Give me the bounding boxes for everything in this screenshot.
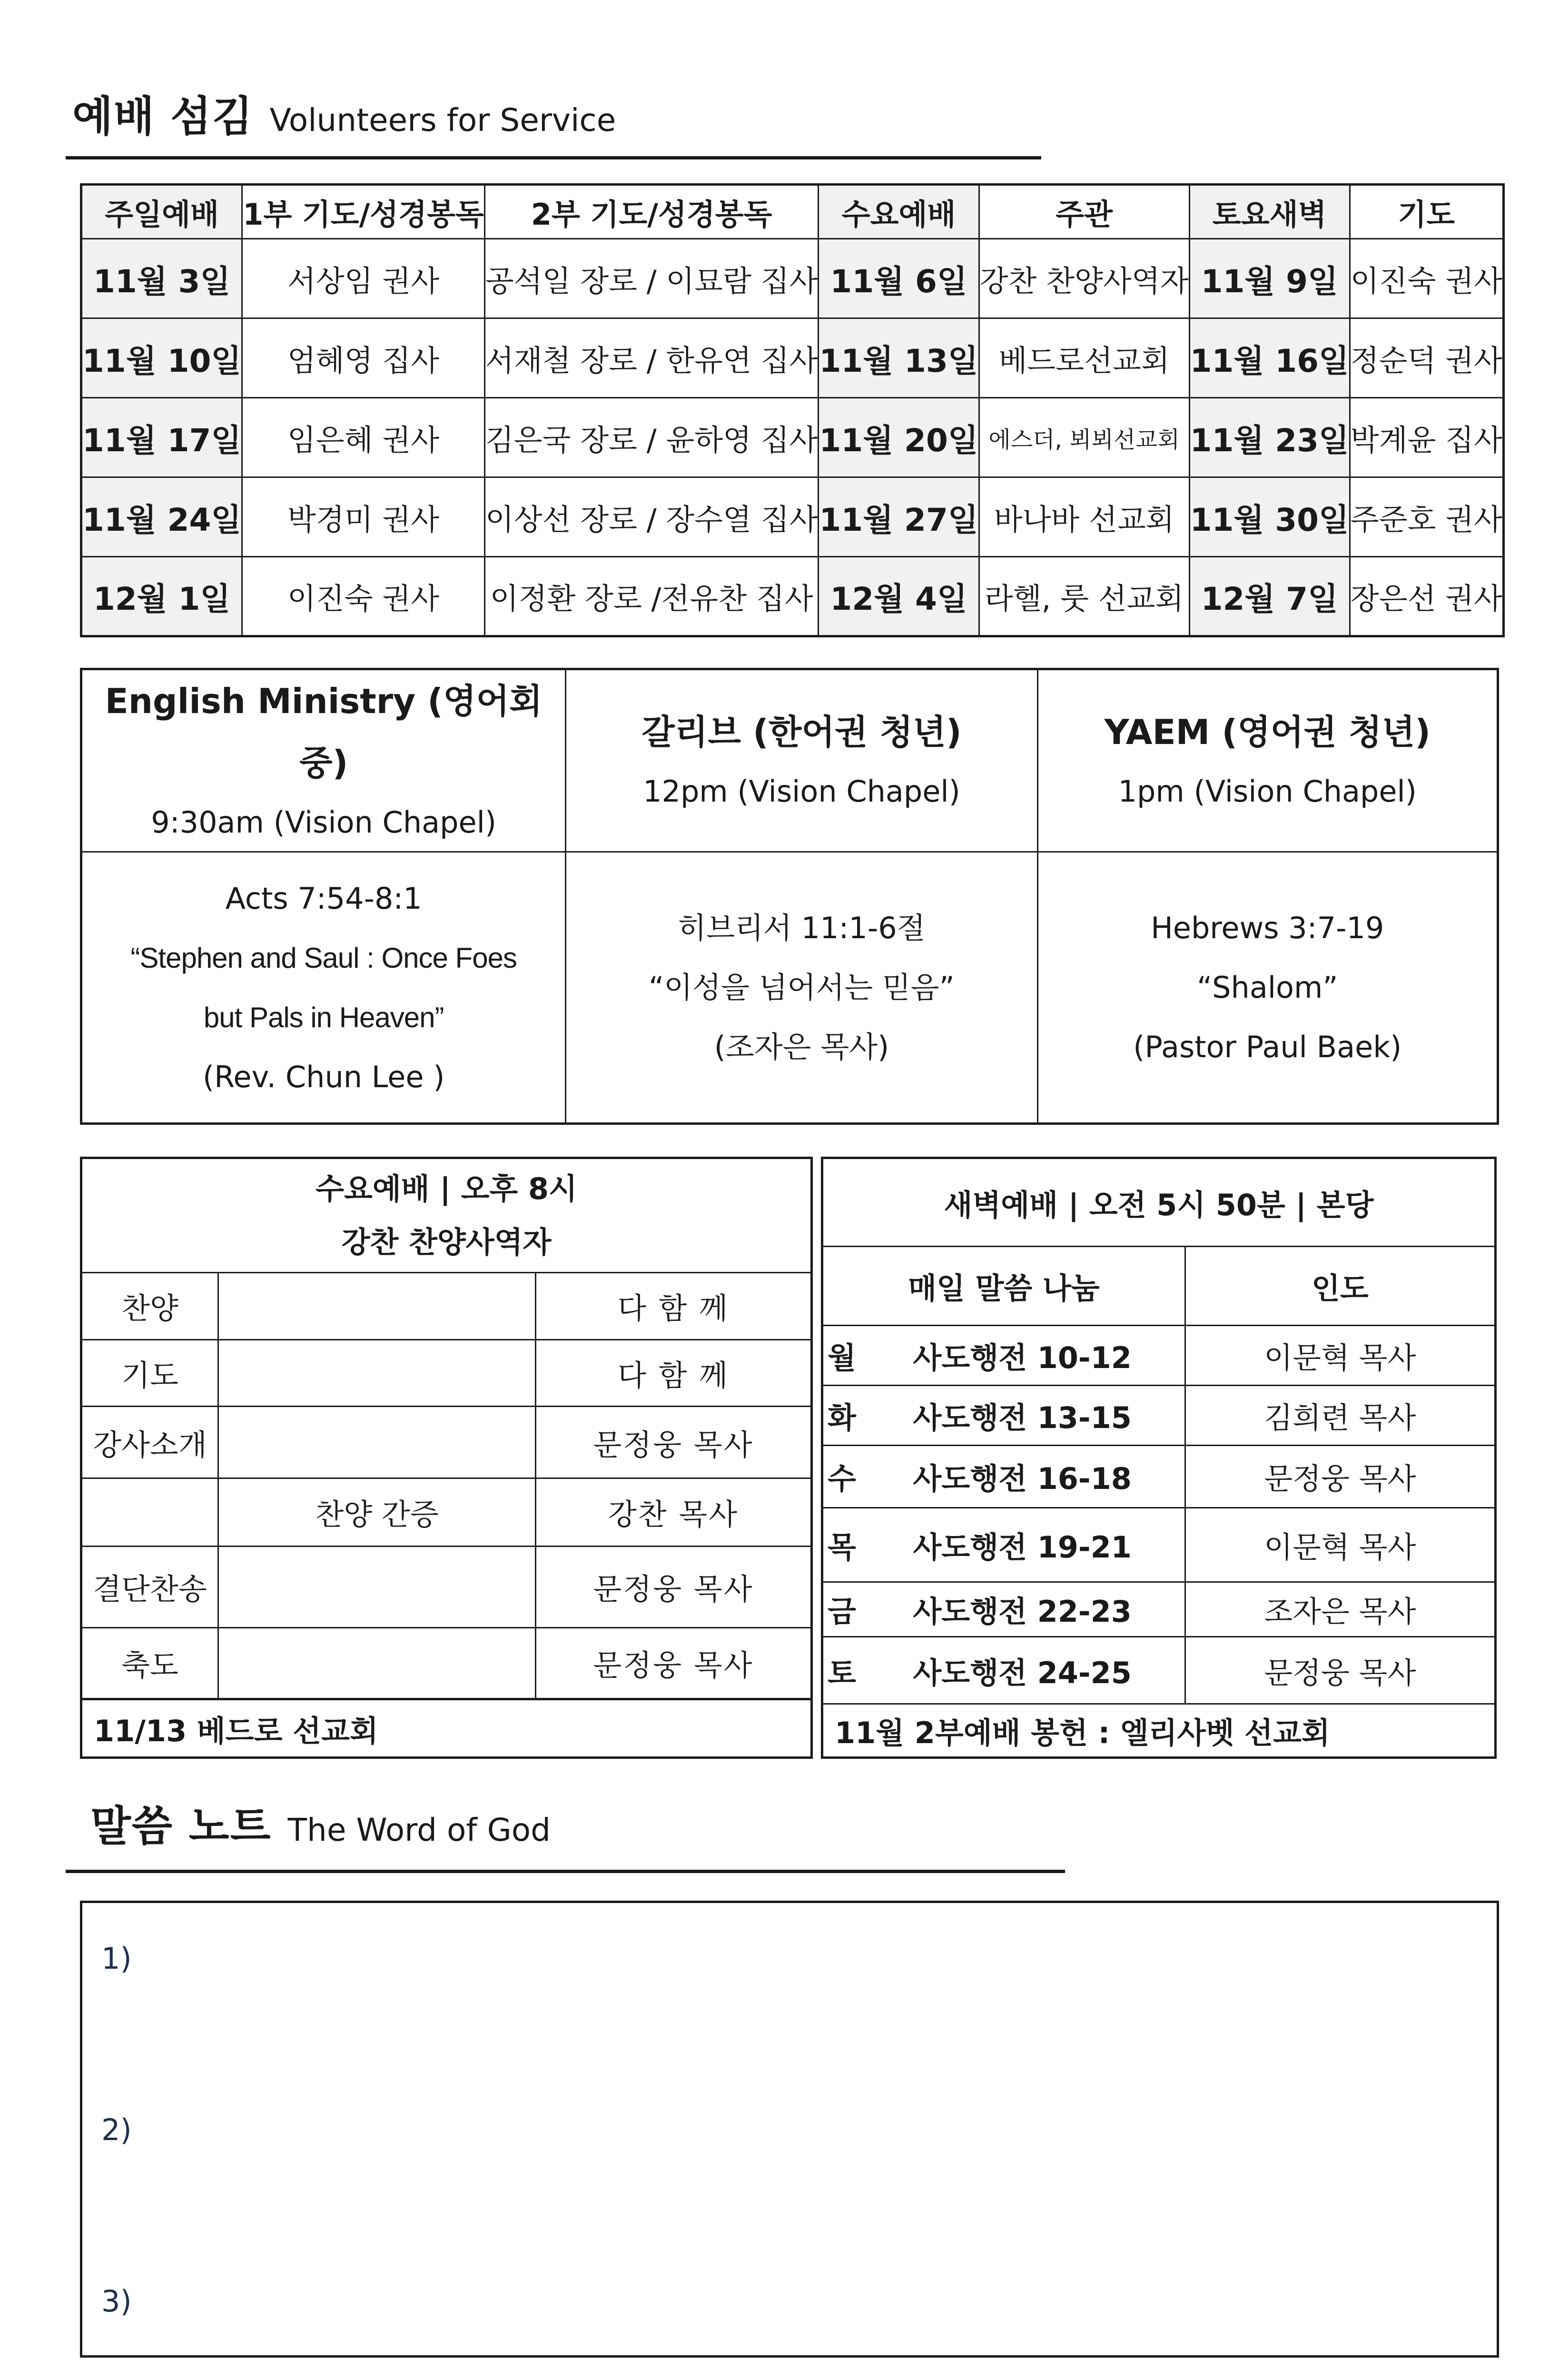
note-item-2: 2) (101, 2112, 132, 2147)
dawn-leader: 김희련 목사 (1185, 1386, 1495, 1446)
note-item-3: 3) (101, 2284, 132, 2319)
host: 바나바 선교회 (979, 477, 1189, 557)
order-label: 축도 (81, 1627, 218, 1699)
sermon-passage: 히브리서 11:1-6절 (678, 911, 926, 945)
table-row (81, 477, 1504, 557)
wednesday-date: 11월 6일 (819, 239, 979, 318)
table-row (81, 1478, 812, 1547)
volunteers-header-row (81, 185, 1504, 239)
dawn-reading: 사도행전 19-21 (860, 1507, 1185, 1582)
sunday-date: 11월 24일 (81, 477, 242, 557)
dawn-col-reading: 매일 말씀 나눔 (822, 1247, 1185, 1326)
dawn-reading: 사도행전 22-23 (860, 1582, 1185, 1637)
dawn-day: 금 (822, 1582, 860, 1637)
wednesday-footer-row (81, 1699, 812, 1758)
header-saturday-dawn: 토요새벽 (1189, 185, 1350, 239)
dawn-footer-row (822, 1704, 1496, 1758)
sermon-yaem (1037, 852, 1498, 1124)
ministry-time: 1pm (Vision Chapel) (1118, 774, 1417, 809)
table-row (822, 1637, 1496, 1704)
table-row (81, 318, 1504, 398)
ministry-yaem (1037, 669, 1498, 852)
wednesday-footer: 11/13 베드로 선교회 (81, 1699, 812, 1758)
table-row (822, 1445, 1496, 1507)
wednesday-date: 11월 20일 (819, 398, 979, 477)
dawn-leader: 문정웅 목사 (1185, 1445, 1495, 1507)
dawn-header-row (822, 1158, 1496, 1247)
order-item (218, 1546, 536, 1627)
notes-title-en: The Word of God (287, 1812, 551, 1848)
dawn-day: 목 (822, 1507, 860, 1582)
order-item (218, 1273, 536, 1340)
volunteers-table (80, 183, 1505, 637)
table-row (81, 239, 1504, 318)
header-wednesday: 수요예배 (819, 185, 979, 239)
dawn-day: 월 (822, 1326, 860, 1386)
order-label: 기도 (81, 1339, 218, 1407)
sermon-preacher: (Rev. Chun Lee ) (202, 1059, 445, 1094)
prayer-volunteer: 장은선 권사 (1350, 557, 1503, 636)
sermon-passage: Hebrews 3:7-19 (1151, 911, 1384, 945)
wednesday-date: 12월 4일 (819, 557, 979, 636)
host: 강찬 찬양사역자 (979, 239, 1189, 318)
order-person: 문정웅 목사 (536, 1407, 812, 1478)
dawn-day: 토 (822, 1637, 860, 1704)
dawn-reading: 사도행전 16-18 (860, 1445, 1185, 1507)
wednesday-date: 11월 27일 (819, 477, 979, 557)
second-service-volunteers: 김은국 장로 / 윤하영 집사 (484, 398, 819, 477)
dawn-leader: 문정웅 목사 (1185, 1637, 1495, 1704)
prayer-volunteer: 박계윤 집사 (1350, 398, 1503, 477)
order-item (218, 1339, 536, 1407)
table-row (822, 1582, 1496, 1637)
notes-title-rule (66, 1870, 1065, 1873)
wednesday-header (81, 1158, 812, 1273)
dawn-reading: 사도행전 10-12 (860, 1326, 1185, 1386)
first-service-volunteer: 박경미 권사 (242, 477, 485, 557)
sermon-preacher: (조자은 목사) (714, 1030, 889, 1064)
sermon-galib (566, 852, 1037, 1124)
sunday-date: 11월 3일 (81, 239, 242, 318)
sermon-english (81, 852, 566, 1124)
dawn-leader: 조자은 목사 (1185, 1582, 1495, 1637)
volunteers-title (72, 83, 616, 143)
order-item (218, 1407, 536, 1478)
first-service-volunteer: 엄혜영 집사 (242, 318, 485, 398)
sunday-date: 12월 1일 (81, 557, 242, 636)
wednesday-date: 11월 13일 (819, 318, 979, 398)
dawn-reading: 사도행전 13-15 (860, 1386, 1185, 1446)
second-service-volunteers: 서재철 장로 / 한유연 집사 (484, 318, 819, 398)
dawn-service-table (821, 1157, 1497, 1759)
wednesday-header-row (81, 1158, 812, 1273)
table-row (822, 1386, 1496, 1446)
saturday-date: 11월 23일 (1189, 398, 1350, 477)
table-row (822, 1326, 1496, 1386)
wednesday-header-leader: 강찬 찬양사역자 (341, 1224, 552, 1259)
dawn-header: 새벽예배 | 오전 5시 50분 | 본당 (822, 1158, 1496, 1247)
table-row (81, 398, 1504, 477)
order-item: 찬양 간증 (218, 1478, 536, 1547)
dawn-footer: 11월 2부예배 봉헌 : 엘리사벳 선교회 (822, 1704, 1496, 1758)
order-label: 강사소개 (81, 1407, 218, 1478)
dawn-reading: 사도행전 24-25 (860, 1637, 1185, 1704)
order-label: 찬양 (81, 1273, 218, 1340)
ministries-table (80, 668, 1499, 1125)
saturday-date: 11월 9일 (1189, 239, 1350, 318)
ministry-name: English Ministry (영어회중) (105, 681, 543, 783)
dawn-subheader-row (822, 1247, 1496, 1326)
table-row (81, 1627, 812, 1699)
host: 라헬, 룻 선교회 (979, 557, 1189, 636)
table-row (822, 1507, 1496, 1582)
saturday-date: 11월 16일 (1189, 318, 1350, 398)
dawn-leader: 이문혁 목사 (1185, 1326, 1495, 1386)
notes-box[interactable] (80, 1901, 1499, 2358)
dawn-col-leader: 인도 (1185, 1247, 1495, 1326)
header-first-service: 1부 기도/성경봉독 (242, 185, 485, 239)
prayer-volunteer: 주준호 권사 (1350, 477, 1503, 557)
sermon-passage: Acts 7:54-8:1 (225, 881, 422, 916)
ministries-header-row (81, 669, 1498, 852)
dawn-day: 화 (822, 1386, 860, 1446)
volunteers-title-en: Volunteers for Service (269, 102, 616, 139)
second-service-volunteers: 이상선 장로 / 장수열 집사 (484, 477, 819, 557)
first-service-volunteer: 이진숙 권사 (242, 557, 485, 636)
header-host: 주관 (979, 185, 1189, 239)
first-service-volunteer: 임은혜 권사 (242, 398, 485, 477)
prayer-volunteer: 이진숙 권사 (1350, 239, 1503, 318)
dawn-leader: 이문혁 목사 (1185, 1507, 1495, 1582)
first-service-volunteer: 서상임 권사 (242, 239, 485, 318)
order-person: 다 함 께 (536, 1273, 812, 1340)
volunteers-title-rule (66, 156, 1041, 159)
ministry-english (81, 669, 566, 852)
header-prayer: 기도 (1350, 185, 1503, 239)
ministry-time: 9:30am (Vision Chapel) (151, 805, 497, 840)
sermon-title-line-2: but Pals in Heaven” (203, 1001, 444, 1033)
sunday-date: 11월 10일 (81, 318, 242, 398)
ministry-name: 갈리브 (한어권 청년) (641, 712, 962, 752)
sermon-title: “Shalom” (1197, 970, 1338, 1005)
saturday-date: 12월 7일 (1189, 557, 1350, 636)
order-person: 문정웅 목사 (536, 1546, 812, 1627)
table-row (81, 1339, 812, 1407)
order-person: 문정웅 목사 (536, 1627, 812, 1699)
note-item-1: 1) (101, 1941, 132, 1976)
wednesday-header-time: 수요예배 | 오후 8시 (316, 1171, 577, 1206)
table-row (81, 1273, 812, 1340)
saturday-date: 11월 30일 (1189, 477, 1350, 557)
order-item (218, 1627, 536, 1699)
prayer-volunteer: 정순덕 권사 (1350, 318, 1503, 398)
ministry-name: YAEM (영어권 청년) (1104, 712, 1431, 752)
sermon-title-line-1: “Stephen and Saul : Once Foes (130, 942, 517, 974)
second-service-volunteers: 공석일 장로 / 이묘람 집사 (484, 239, 819, 318)
sunday-date: 11월 17일 (81, 398, 242, 477)
order-label (81, 1478, 218, 1547)
sermon-title: “이성을 넘어서는 믿음” (649, 970, 955, 1005)
header-second-service: 2부 기도/성경봉독 (484, 185, 819, 239)
dawn-day: 수 (822, 1445, 860, 1507)
order-person: 다 함 께 (536, 1339, 812, 1407)
order-person: 강찬 목사 (536, 1478, 812, 1547)
table-row (81, 557, 1504, 636)
notes-title-ko: 말씀 노트 (90, 1802, 272, 1851)
ministries-sermon-row (81, 852, 1498, 1124)
table-row (81, 1546, 812, 1627)
sermon-title (82, 928, 565, 1047)
ministry-time: 12pm (Vision Chapel) (643, 774, 960, 809)
host: 베드로선교회 (979, 318, 1189, 398)
header-sunday: 주일예배 (81, 185, 242, 239)
notes-title (90, 1793, 551, 1853)
table-row (81, 1407, 812, 1478)
host: 에스더, 뵈뵈선교회 (979, 398, 1189, 477)
sermon-preacher: (Pastor Paul Baek) (1133, 1030, 1402, 1064)
second-service-volunteers: 이정환 장로 /전유찬 집사 (484, 557, 819, 636)
ministry-galib (566, 669, 1037, 852)
order-label: 결단찬송 (81, 1546, 218, 1627)
volunteers-title-ko: 예배 섬김 (72, 92, 254, 141)
wednesday-service-table (80, 1157, 813, 1759)
